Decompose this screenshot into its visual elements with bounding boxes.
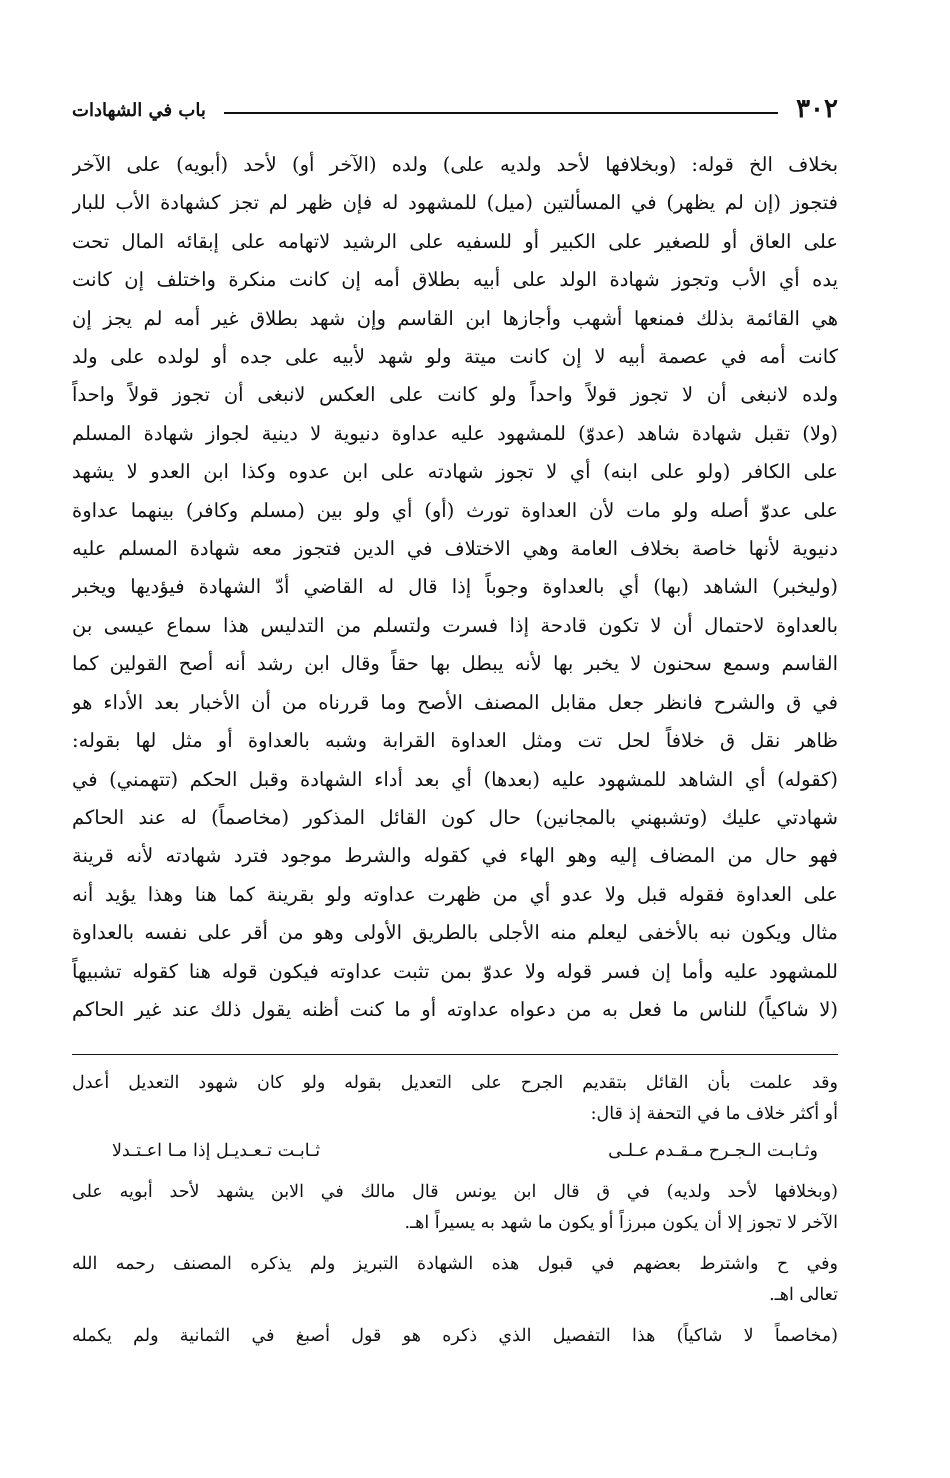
text-line: يده أي الأب وتجوز شهادة الولد على أبيه بطلاق أمه إن كانت منكرة واختلف إن كانت [72, 268, 838, 292]
text-line: فتجوز (إن لم يظهر) في المسألتين (ميل) للمشهود له فإن ظهر لم تجز كشهادة الأب للبار [72, 191, 838, 215]
verse-second-hemistich: ثـابـت تـعـديـل إذا مـا اعـتـدلا [112, 1141, 321, 1161]
header-rule [224, 112, 778, 114]
footnote-separator [72, 1054, 838, 1055]
footnotes [72, 1068, 838, 1362]
footnote-line: (وبخلافها لأحد ولديه) في ق قال ابن يونس قال مالك في الابن يشهد لأحد أبويه على [72, 1182, 838, 1202]
text-line: في ق والشرح فانظر جعل مقابل المصنف الأصح وما قررناه من أن الأخبار بعد الأداء هو [72, 690, 838, 714]
footnote-line: الآخر لا تجوز إلا أن يكون مبرزاً أو يكون ما شهد به يسيراً اهـ. [404, 1213, 838, 1233]
text-line: على الكافر (ولو على ابنه) أي لا تجوز شهادته على ابن عدوه وكذا ابن العدو لا يشهد [72, 460, 838, 484]
verse [112, 1136, 818, 1167]
text-line: بخلاف الخ قوله: (وبخلافها لأحد ولديه على) ولده (الآخر أو) لأحد (أبويه) على الآخر [72, 153, 838, 176]
text-line: بالعداوة لاحتمال أن لا تكون قادحة إذا فسرت ولتسلم من التدليس هذا سماع عيسى بن [72, 613, 838, 637]
footnote-line: تعالى اهـ. [769, 1285, 838, 1305]
footnote-line: وفي ح واشترط بعضهم في قبول هذه الشهادة التبريز ولم يذكره المصنف رحمه الله [72, 1254, 838, 1274]
main-text [72, 146, 838, 1029]
text-line: كانت أمه في عصمة أبيه لا إن كانت ميتة ولو شهد لأبيه على جده أو لولده على ولد [72, 345, 838, 369]
footnote [72, 1321, 838, 1352]
text-line: على العداوة فقوله قبل ولا عدو أي من ظهرت عداوته ولو بقرينة كما هنا وهذا يؤيد أنه [72, 882, 838, 906]
text-line: ولده لانبغى أن لا تجوز قولاً واحداً ولو كانت على العكس لانبغى أن تجوز قولاً واحداً [72, 383, 838, 407]
text-line: على عدوّ أصله ولو مات لأن العداوة تورث (أو) أي ولو بين (مسلم وكافر) بينهما عداوة [72, 498, 838, 522]
text-line: على العاق أو للصغير على الكبير أو للسفيه على الرشيد لاتهامه على إبقائه المال تحت [72, 229, 838, 253]
page-number: ٣٠٢ [796, 94, 838, 124]
chapter-title: باب في الشهادات [72, 100, 206, 121]
footnote-line: (مخاصماً لا شاكياً) هذا التفصيل الذي ذكره هو قول أصبغ في الثمانية ولم يكمله [72, 1326, 838, 1346]
running-header [72, 88, 838, 122]
footnote-line: أو أكثر خلاف ما في التحفة إذ قال: [590, 1104, 838, 1124]
text-line: فهو حال من المضاف إليه وهو الهاء في كقوله والشرط موجود فترد شهادته لأنه قرينة [72, 844, 838, 868]
text-line: (ولا) تقبل شهادة شاهد (عدوّ) للمشهود عليه عداوة دنيوية لا دينية لجواز شهادة المسلم [72, 421, 838, 445]
text-line: للمشهود عليه وأما إن فسر قوله ولا عدوّ بمن تثبت عداوته فيكون قوله هنا كقوله تشبيهاً [72, 959, 838, 983]
text-line: ظاهر نقل ق خلافاً لحل تت ومثل العداوة القرابة وشبه بالعداوة أو مثل لها بقوله: [72, 729, 838, 753]
text-line: شهادتي عليك (وتشبهني بالمجانين) حال كون القائل المذكور (مخاصماً) له عند الحاكم [72, 805, 838, 829]
verse-first-hemistich: وثـابـت الـجـرح مـقـدم عـلـى [608, 1141, 818, 1161]
text-line: مثال ويكون نبه بالأخفى ليعلم منه الأجلى بالطريق الأولى وهو من أقر على نفسه بالعداوة [72, 921, 838, 945]
text-line: دنيوية لأنها خاصة بخلاف العامة وهي الاختلاف في الدين فتجوز معه شهادة المسلم عليه [72, 537, 838, 561]
footnote [72, 1249, 838, 1311]
footnote-line: وقد علمت بأن القائل بتقديم الجرح على التعديل بقوله ولو كان شهود التعديل أعدل [72, 1073, 838, 1093]
text-line: القاسم وسمع سحنون لا يخبر بها لأنه يبطل بها حقاً وقال ابن رشد أنه أصح القولين كما [72, 652, 838, 676]
footnote [72, 1068, 838, 1167]
text-line: (لا شاكياً) للناس ما فعل به من دعواه عداوته أو ما كنت أظنه يقول ذلك عند غير الحاكم [72, 997, 838, 1021]
text-line: هي القائمة بذلك فمنعها أشهب وأجازها ابن القاسم وإن شهد بطلاق غير أمه لم يجز إن [72, 306, 838, 330]
text-line: (كقوله) أي الشاهد للمشهود عليه (بعدها) أي بعد أداء الشهادة وقبل الحكم (تتهمني) في [72, 767, 838, 791]
text-line: (وليخبر) الشاهد (بها) أي بالعداوة وجوباً إذا قال له القاضي أدّ الشهادة فيؤديها ويخبر [72, 575, 838, 599]
footnote [72, 1177, 838, 1239]
